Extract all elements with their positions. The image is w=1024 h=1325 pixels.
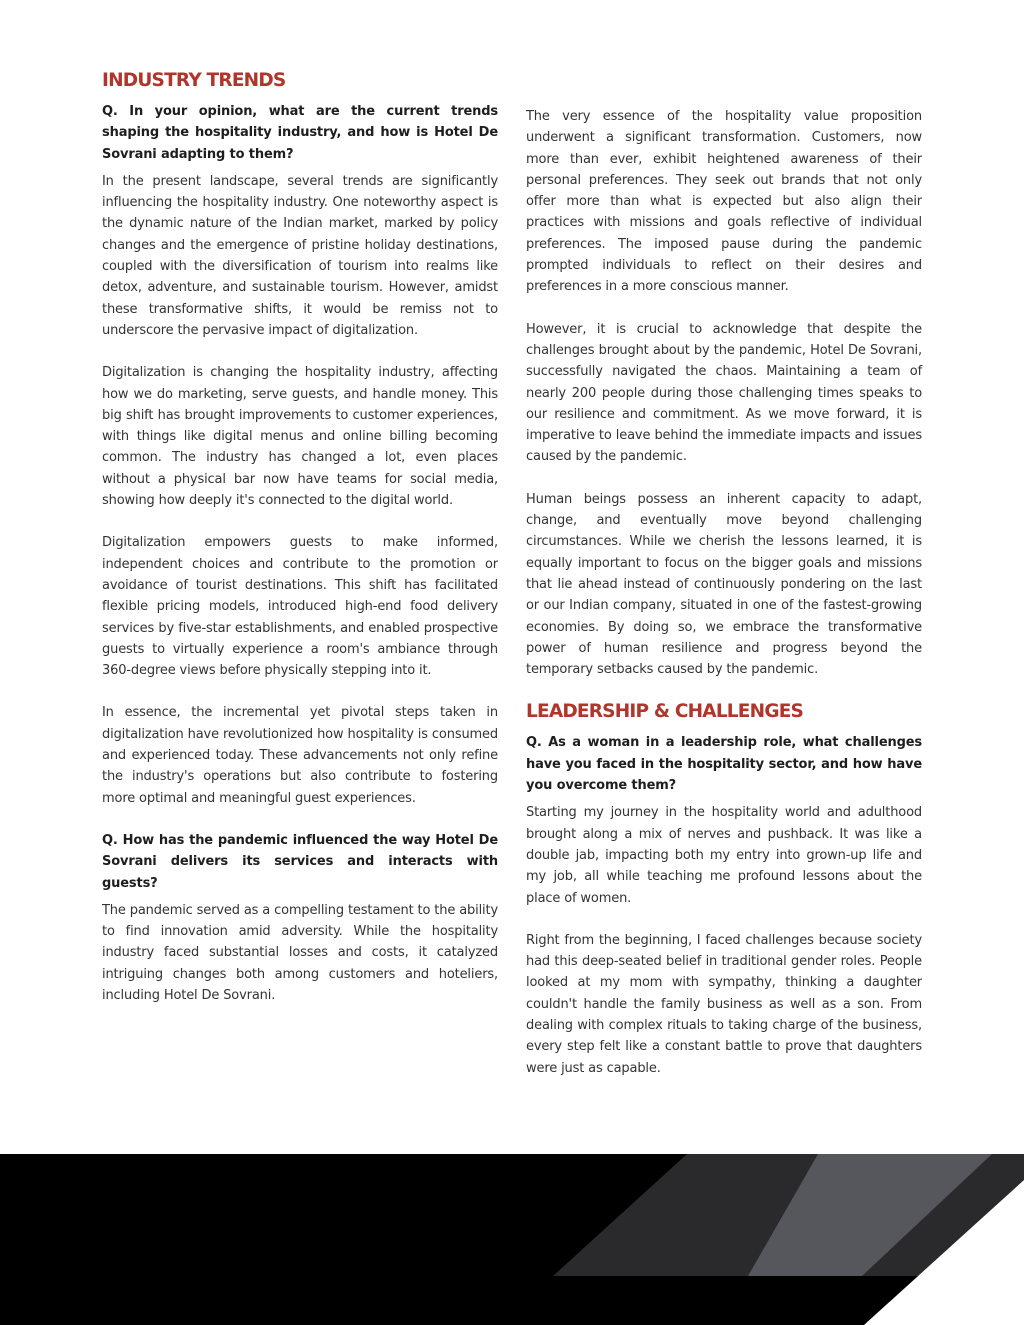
right-column (526, 106, 922, 1085)
left-column (102, 70, 498, 1012)
answer-paragraph: Human beings possess an inherent capacity to adapt, change, and eventually move beyond challenging circumstances. While we cherish the lessons learned, it is equally important to focus on the bigger goals and missions that lie ahead instead of continuously pondering on the last or our Indian company, situated in one of the fastest-growing economies. By doing so, we embrace the transformative power of human resilience and progress beyond the temporary setbacks caused by the pandemic. (526, 491, 922, 678)
answer-paragraph: In the present landscape, several trends are significantly influencing the hospitality industry. One noteworthy aspect is the dynamic nature of the Indian market, marked by policy changes and the emergence of pristine holiday destinations, coupled with the diversification of tourism into realms like detox, adventure, and sustainable tourism. However, amidst these transformative shifts, it would be remiss not to underscore the pervasive impact of digitalization. (102, 173, 498, 338)
answer-paragraph: Digitalization empowers guests to make informed, independent choices and contribute to the promotion or avoidance of tourist destinations. This shift has facilitated flexible pricing models, introduced high-end food delivery services by five-star establishments, and enabled prospective guests to virtually experience a room's ambiance through 360-degree views before physically stepping into it. (102, 535, 498, 679)
answer-paragraph: The pandemic served as a compelling testament to the ability to find innovation amid adversity. While the hospitality industry faced substantial losses and costs, it catalyzed intriguing changes both among customers and hoteliers, including Hotel De Sovrani. (102, 902, 498, 1003)
page-number: 11 (945, 1276, 961, 1289)
answer-paragraph: The very essence of the hospitality value proposition underwent a significant transformation. Customers, now more than ever, exhibit heightened awareness of their personal preferences. They seek out brands that not only offer more than what is expected but also align their practices with missions and goals reflective of individual preferences. The imposed pause during the pandemic prompted individuals to reflect on their desires and preferences in a more conscious manner. (526, 109, 922, 295)
footer-stripes-graphic (0, 1154, 1024, 1325)
footer-band (0, 1154, 1024, 1325)
answer-paragraph: Starting my journey in the hospitality world and adulthood brought along a mix of nerves and pushback. It was like a double jab, impacting both my entry into grown-up life and my job, all while teaching me profound lessons about the place of women. (526, 805, 922, 906)
section-heading-leadership: LEADERSHIP & CHALLENGES (526, 701, 804, 723)
question-woman-leadership: Q. As a woman in a leadership role, what challenges have you faced in the hospitality sector, and how have you overcome them? (526, 735, 922, 794)
answer-paragraph: In essence, the incremental yet pivotal steps taken in digitalization have revolutionized how hospitality is consumed and experienced today. These advancements not only refine the industry's operations but also contribute to fostering more optimal and meaningful guest experiences. (102, 705, 498, 806)
answer-paragraph: However, it is crucial to acknowledge that despite the challenges brought about by the pandemic, Hotel De Sovrani, successfully navigated the chaos. Maintaining a team of nearly 200 people during those challenging times speaks to our resilience and commitment. As we move forward, it is imperative to leave behind the immediate impacts and issues caused by the pandemic. (526, 321, 922, 465)
section-heading-industry-trends: INDUSTRY TRENDS (102, 70, 286, 91)
answer-paragraph: Digitalization is changing the hospitality industry, affecting how we do marketing, serve guests, and handle money. This big shift has brought improvements to customer experiences, with things like digital menus and online billing becoming common. The industry has changed a lot, even places without a physical bar now have teams for social media, showing how deeply it's connected to the digital world. (102, 365, 498, 509)
question-trends: Q. In your opinion, what are the current trends shaping the hospitality industry, and how is Hotel De Sovrani adapting to them? (102, 104, 498, 162)
question-pandemic: Q. How has the pandemic influenced the way Hotel De Sovrani delivers its services and interacts with guests? (102, 832, 498, 891)
answer-paragraph: Right from the beginning, I faced challenges because society had this deep-seated belief in traditional gender roles. People looked at my mom with sympathy, thinking a daughter couldn't handle the family business as well as a son. From dealing with complex rituals to taking charge of the business, every step felt like a constant battle to prove that daughters were just as capable. (526, 932, 922, 1076)
